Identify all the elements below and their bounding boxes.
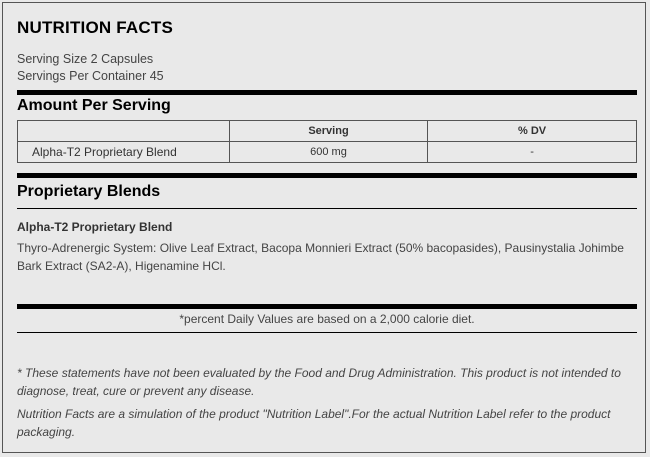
blend-description: Thyro-Adrenergic System: Olive Leaf Extract, Bacopa Monnieri Extract (50% bacopasides), Pausinystalia Johimbe Bark Extract (SA2-A), Higenamine HCl.: [17, 241, 624, 273]
column-header-dv: % DV: [428, 121, 637, 142]
column-header-name: [18, 121, 230, 142]
ingredient-name: Alpha-T2 Proprietary Blend: [18, 142, 230, 163]
nutrition-facts-panel: [2, 2, 646, 453]
proprietary-blends-heading: Proprietary Blends: [17, 183, 161, 200]
amount-table: [17, 120, 637, 163]
divider-thick: [17, 173, 637, 178]
table-header-row: [18, 121, 637, 142]
fda-disclaimer: * These statements have not been evaluated by the Food and Drug Administration. This product is not intended to diagnose, treat, cure or prevent any disease.: [17, 366, 621, 398]
ingredient-serving: 600 mg: [229, 142, 427, 163]
blend-name: Alpha-T2 Proprietary Blend: [17, 220, 173, 234]
table-row: [18, 142, 637, 163]
serving-size: Serving Size 2 Capsules: [17, 52, 154, 66]
divider-thin: [17, 332, 637, 333]
divider-thick: [17, 90, 637, 95]
servings-per-container: Servings Per Container 45: [17, 69, 164, 83]
ingredient-dv: -: [428, 142, 637, 163]
amount-per-serving-heading: Amount Per Serving: [17, 97, 171, 114]
simulation-note: Nutrition Facts are a simulation of the product "Nutrition Label".For the actual Nutrition Label refer to the product packaging.: [17, 407, 611, 439]
divider-thick: [17, 304, 637, 309]
page-title: NUTRITION FACTS: [17, 18, 173, 37]
daily-value-note: *percent Daily Values are based on a 2,000 calorie diet.: [179, 312, 475, 326]
divider-thin: [17, 208, 637, 209]
column-header-serving: Serving: [229, 121, 427, 142]
